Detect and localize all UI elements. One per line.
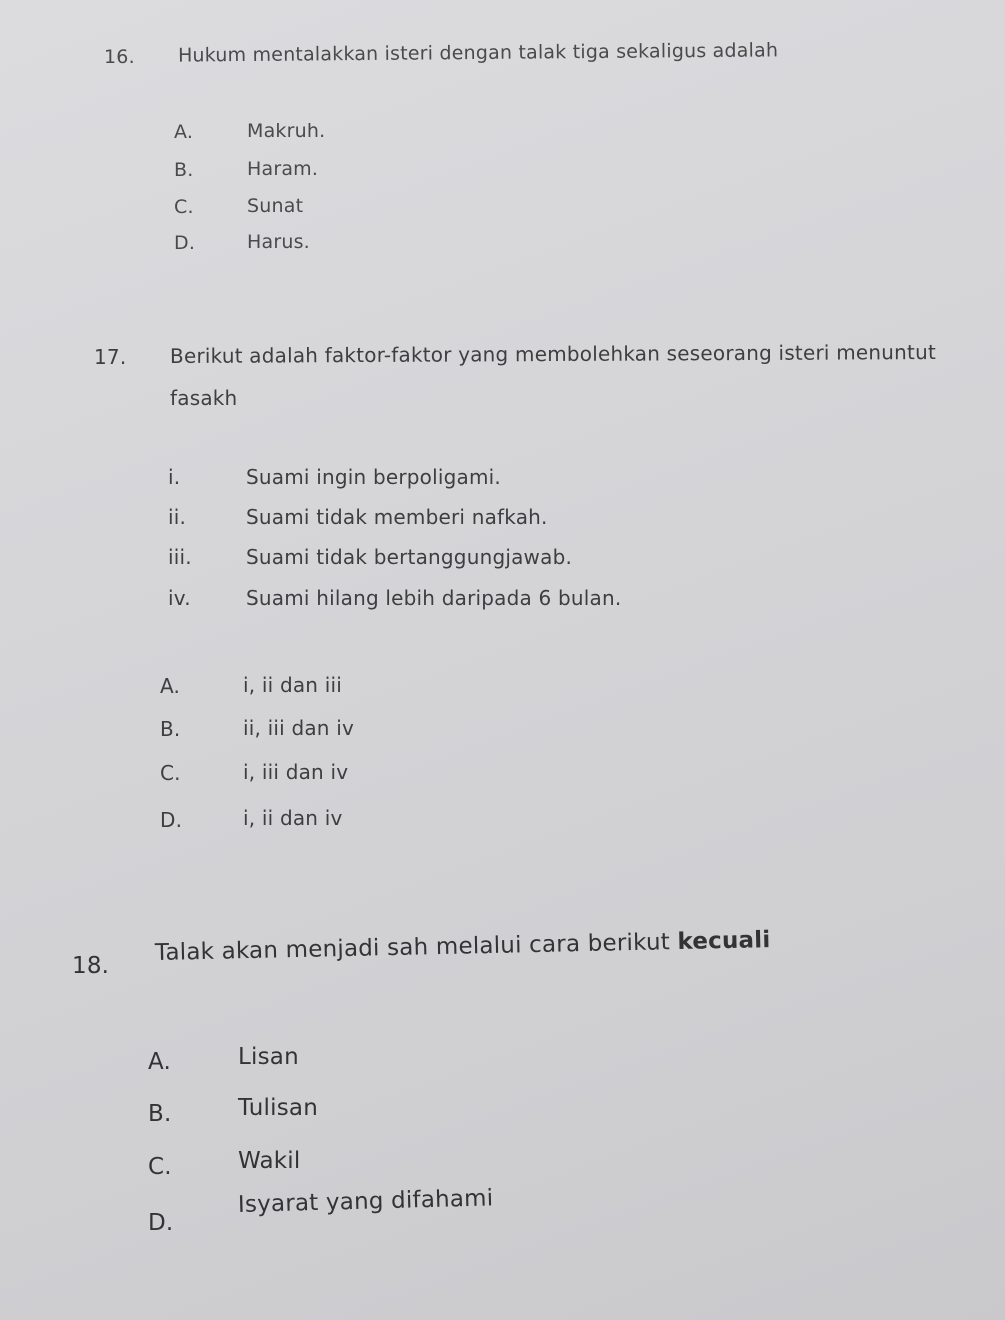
option-text: Isyarat yang difahami xyxy=(237,1185,494,1218)
option-text: i, iii dan iv xyxy=(243,760,349,784)
option-text: i, ii dan iii xyxy=(243,673,342,697)
option-letter: D. xyxy=(174,232,196,254)
statement-text: Suami ingin berpoligami. xyxy=(246,465,501,489)
question-text: Hukum mentalakkan isteri dengan talak tiga sekaligus adalah xyxy=(177,39,779,67)
option-text: Tulisan xyxy=(238,1095,318,1121)
option-text: Harus. xyxy=(247,231,310,253)
question-main-text: Talak akan menjadi sah melalui cara berikut xyxy=(154,929,671,966)
option-text: Haram. xyxy=(247,158,319,180)
question-text-line2: fasakh xyxy=(170,386,238,410)
statement-numeral: iii. xyxy=(168,545,192,569)
option-letter: D. xyxy=(148,1210,174,1236)
option-text: Makruh. xyxy=(247,120,326,142)
option-text: Lisan xyxy=(238,1044,299,1070)
statement-text: Suami tidak bertanggungjawab. xyxy=(246,545,573,569)
option-letter: C. xyxy=(160,761,181,785)
option-letter: B. xyxy=(174,159,194,181)
option-letter: A. xyxy=(148,1049,172,1075)
option-letter: A. xyxy=(160,674,181,698)
question-text xyxy=(155,927,771,966)
option-text: Wakil xyxy=(238,1148,301,1174)
question-text-line1: Berikut adalah faktor-faktor yang membolehkan seseorang isteri menuntut xyxy=(169,339,937,369)
question-number: 16. xyxy=(104,46,135,68)
statement-numeral: iv. xyxy=(168,586,191,610)
option-text: Sunat xyxy=(247,195,304,217)
question-emphasis: kecuali xyxy=(677,927,771,956)
question-number: 18. xyxy=(72,953,110,979)
option-text: ii, iii dan iv xyxy=(243,716,355,740)
option-letter: C. xyxy=(148,1154,172,1180)
statement-numeral: ii. xyxy=(168,505,187,529)
option-letter: D. xyxy=(160,808,183,832)
question-number: 17. xyxy=(94,345,127,369)
statement-text: Suami hilang lebih daripada 6 bulan. xyxy=(246,586,622,610)
option-letter: B. xyxy=(148,1101,172,1127)
statement-numeral: i. xyxy=(168,465,181,489)
option-letter: A. xyxy=(174,121,194,143)
option-letter: C. xyxy=(174,196,194,218)
statement-text: Suami tidak memberi nafkah. xyxy=(246,505,548,529)
option-text: i, ii dan iv xyxy=(243,806,343,830)
option-letter: B. xyxy=(160,717,181,741)
